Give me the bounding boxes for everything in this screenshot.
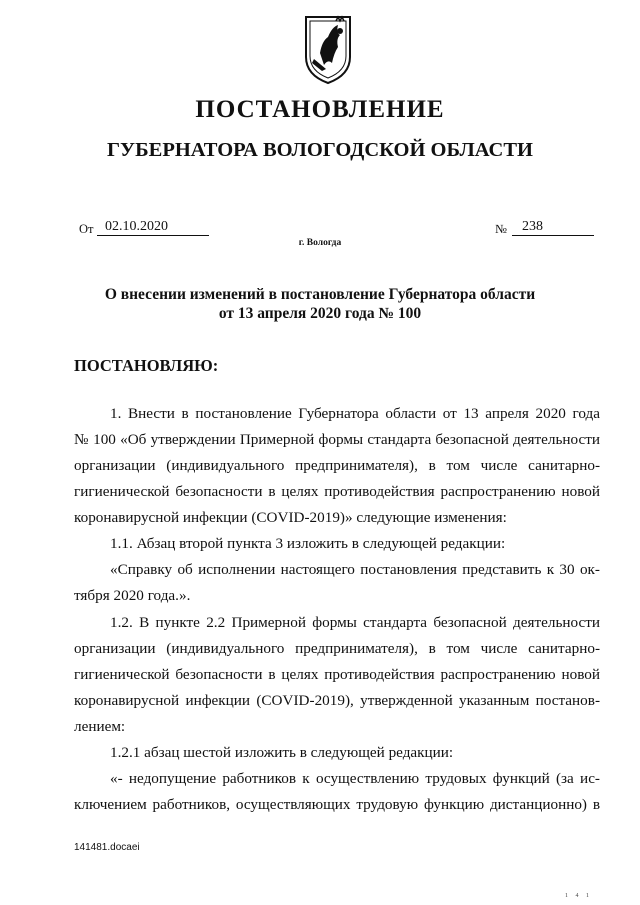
document-subject <box>0 285 640 323</box>
date-prefix: От <box>79 222 94 236</box>
subject-line: от 13 апреля 2020 года № 100 <box>218 305 422 322</box>
body-line: 1.2.1 абзац шестой изложить в следующей редакции: <box>110 744 454 761</box>
number-prefix: № <box>495 222 507 236</box>
coat-of-arms-icon <box>302 13 354 85</box>
document-subtitle: ГУБЕРНАТОРА ВОЛОГОДСКОЙ ОБЛАСТИ <box>107 139 533 161</box>
document-title: ПОСТАНОВЛЕНИЕ <box>195 96 445 123</box>
body-line: ключением работников, осуществляющих трудовую функцию дистанционно) в <box>74 796 600 813</box>
body-line: № 100 «Об утверждении Примерной формы стандарта безопасной деятельности <box>74 431 600 448</box>
body-line: тября 2020 года.». <box>74 587 191 604</box>
body-line: коронавирусной инфекции (COVID-2019)» следующие изменения: <box>74 509 507 526</box>
body-line: гигиенической безопасности в целях противодействия распространению новой <box>74 666 600 683</box>
body-line: «- недопущение работников к осуществлению трудовых функций (за ис- <box>110 770 600 787</box>
body-line: лением: <box>74 718 126 735</box>
city-label: г. Вологда <box>298 238 342 248</box>
date-value: 02.10.2020 <box>97 219 209 236</box>
file-identifier: 141481.docaei <box>74 842 140 853</box>
body-line: коронавирусной инфекции (COVID-2019), утвержденной указанным постанов- <box>74 692 600 709</box>
number-field <box>495 219 543 237</box>
body-line: «Справку об исполнении настоящего постановления представить к 30 ок- <box>110 561 600 578</box>
body-line: организации (индивидуального предпринимателя), в том числе санитарно- <box>74 457 600 474</box>
body-line: 1.1. Абзац второй пункта 3 изложить в следующей редакции: <box>110 535 506 552</box>
body-line: гигиенической безопасности в целях противодействия распространению новой <box>74 483 600 500</box>
date-field <box>79 219 168 237</box>
number-value: 238 <box>512 219 594 236</box>
body-line: 1.2. В пункте 2.2 Примерной формы стандарта безопасной деятельности <box>110 614 600 631</box>
document-body <box>74 403 600 833</box>
subject-line: О внесении изменений в постановление Губернатора области <box>104 286 536 303</box>
body-line: организации (индивидуального предпринимателя), в том числе санитарно- <box>74 640 600 657</box>
body-line: 1. Внести в постановление Губернатора области от 13 апреля 2020 года <box>110 405 600 422</box>
decree-heading: ПОСТАНОВЛЯЮ: <box>74 356 219 375</box>
page-marks: 1 4 1 <box>565 893 592 899</box>
